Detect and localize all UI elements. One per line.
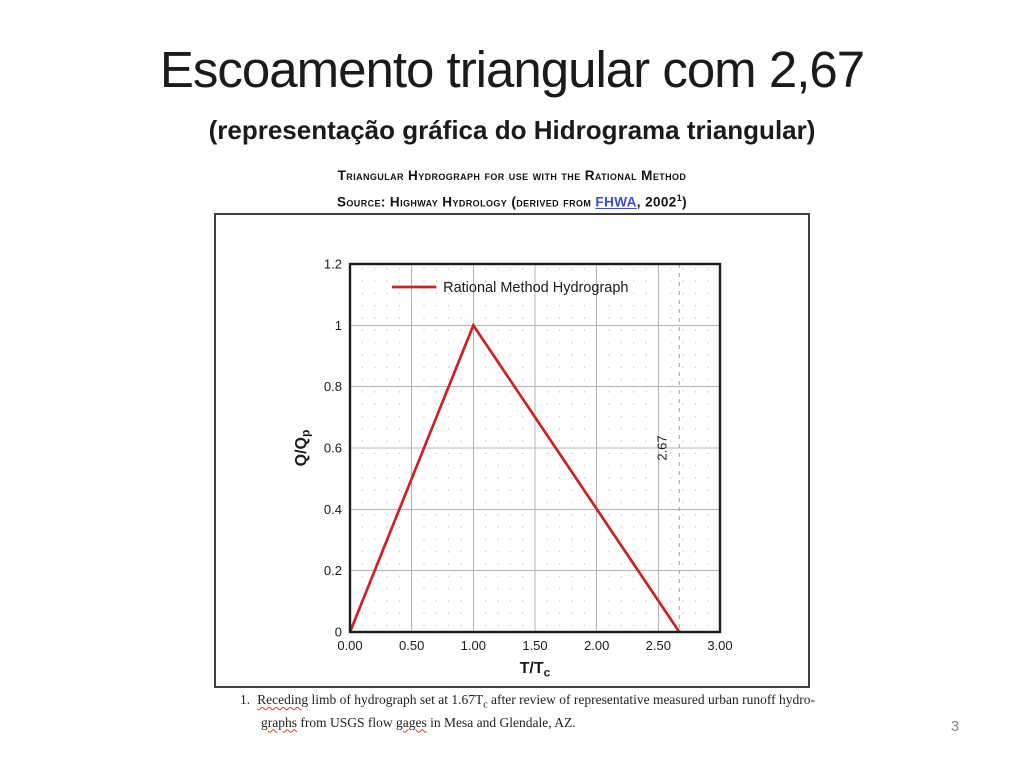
hydrograph-chart — [274, 243, 744, 683]
figure-source-superscript: 1 — [676, 193, 683, 203]
footnote-text: Receding — [257, 692, 309, 707]
page-number: 3 — [950, 718, 960, 735]
figure-source-prefix: Source: Highway Hydrology (derived from — [336, 194, 596, 210]
legend-label: Rational Method Hydrograph — [443, 280, 629, 296]
x-axis-label: $T/T_c$ — [519, 660, 551, 680]
figure-source-line — [0, 187, 1024, 214]
x-tick-label: 0.50 — [399, 638, 425, 653]
y-tick-label: 0.6 — [323, 440, 342, 456]
footnote-line2 — [240, 714, 855, 731]
figure-frame — [214, 213, 810, 688]
figure-source-suffix: ) — [682, 194, 688, 210]
x-tick-label: 1.50 — [522, 638, 548, 653]
fhwa-link[interactable]: FHWA — [595, 194, 637, 210]
x-tick-label: 3.00 — [707, 638, 733, 653]
footnote-subscript: c — [483, 699, 488, 711]
footnote-text: after review of representative measured urban runoff hydro- — [487, 692, 816, 707]
y-tick-label: 1 — [334, 317, 342, 333]
x-tick-label: 2.50 — [645, 638, 671, 653]
figure-heading — [0, 165, 1024, 214]
annotation-label: 2.67 — [654, 435, 670, 461]
x-tick-label: 2.00 — [584, 638, 610, 653]
footnote-text: from USGS flow — [297, 714, 397, 730]
y-tick-label: 0.2 — [323, 563, 342, 579]
footnote-text: graphs — [261, 714, 297, 730]
slide-title: Escoamento triangular com 2,67 — [159, 41, 865, 98]
y-axis-label: $Q/Q_p$ — [293, 429, 313, 467]
footnote-text: gages — [396, 714, 427, 730]
footnote-text: in Mesa and Glendale, AZ. — [426, 714, 576, 730]
y-tick-label: 0.8 — [323, 379, 342, 395]
footnote-line1 — [240, 691, 855, 714]
y-tick-label: 0.4 — [323, 501, 342, 517]
slide-subtitle: (representação gráfica do Hidrograma triangular) — [208, 115, 816, 145]
y-tick-label: 1.2 — [323, 256, 342, 272]
figure-heading-line: Triangular Hydrograph for use with the Rational Method — [337, 168, 687, 183]
footnote-text: limb of hydrograph set at 1.67T — [308, 692, 484, 707]
figure-source-middle: , 2002 — [636, 194, 677, 210]
x-tick-label: 1.00 — [460, 638, 486, 653]
y-tick-label: 0 — [334, 624, 342, 640]
figure-footnote — [240, 691, 855, 731]
footnote-marker: 1. — [240, 692, 251, 707]
x-tick-label: 0.00 — [337, 638, 363, 653]
